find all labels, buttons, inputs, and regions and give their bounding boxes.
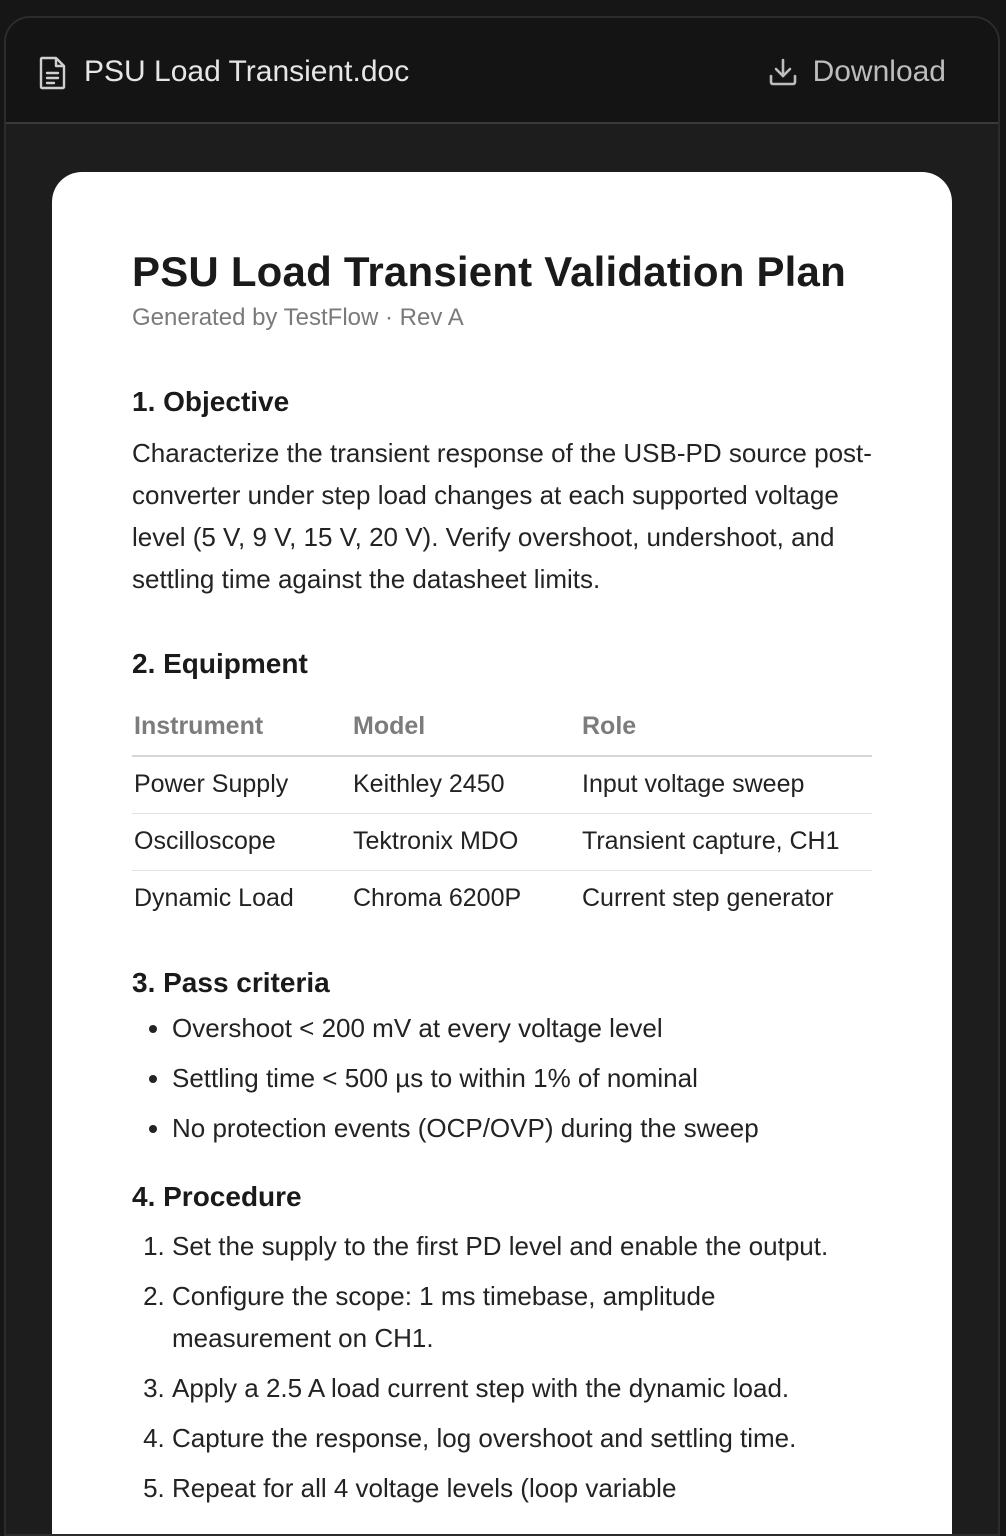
list-item: • Overshoot < 200 mV at every voltage level xyxy=(172,1011,872,1045)
procedure-step: 2. Configure the scope: 1 ms timebase, amplitude measurement on CH1. xyxy=(172,1275,872,1359)
document-viewer-window xyxy=(4,16,1000,1536)
table-header-row xyxy=(132,700,872,756)
table-row xyxy=(132,756,872,814)
table-cell: Keithley 2450 xyxy=(351,756,580,814)
procedure-step: 1. Set the supply to the first PD level and enable the output. xyxy=(172,1225,872,1267)
download-icon xyxy=(767,56,799,88)
table-cell: Dynamic Load xyxy=(134,884,294,912)
table-cell: Transient capture, CH1 xyxy=(580,814,872,871)
column-header-model: Model xyxy=(351,700,580,756)
table-row xyxy=(132,814,872,871)
download-button[interactable] xyxy=(767,52,946,92)
procedure-step: 4. Capture the response, log overshoot and settling time. xyxy=(172,1417,872,1459)
table-cell: Current step generator xyxy=(582,884,834,912)
file-name: PSU Load Transient.doc xyxy=(84,55,410,88)
procedure-heading: 4. Procedure xyxy=(132,1181,302,1212)
procedure-step: 3. Apply a 2.5 A load current step with the dynamic load. xyxy=(172,1367,872,1409)
column-header-role: Role xyxy=(580,700,872,756)
procedure-step: 5. Repeat for all 4 voltage levels (loop variable xyxy=(172,1467,872,1509)
document-page xyxy=(52,172,952,1536)
document-title: PSU Load Transient Validation Plan xyxy=(132,248,846,295)
pass-criteria-list xyxy=(132,1011,872,1145)
procedure-list xyxy=(132,1225,872,1509)
table-cell: Oscilloscope xyxy=(132,814,351,871)
viewer-toolbar xyxy=(6,18,998,124)
list-item: • No protection events (OCP/OVP) during the sweep xyxy=(172,1111,872,1145)
document-subtitle: Generated by TestFlow · Rev A xyxy=(132,304,464,331)
table-cell: Chroma 6200P xyxy=(353,884,522,912)
equipment-heading: 2. Equipment xyxy=(132,648,308,679)
pass-criteria-heading: 3. Pass criteria xyxy=(132,967,330,998)
list-item: • Settling time < 500 µs to within 1% of nominal xyxy=(172,1061,872,1095)
document-icon xyxy=(38,56,68,90)
objective-text: Characterize the transient response of the USB-PD source post-converter under step load changes at each supported voltage level (5 V, 9 V, 15 V, 20 V). Verify overshoot, undershoot, and settling time against the datasheet limits. xyxy=(132,438,872,594)
table-cell: Power Supply xyxy=(132,756,351,814)
table-cell: Tektronix MDO xyxy=(351,814,580,871)
equipment-table xyxy=(132,700,872,927)
download-label: Download xyxy=(812,55,946,88)
table-row xyxy=(132,871,872,928)
table-cell: Input voltage sweep xyxy=(580,756,872,814)
objective-heading: 1. Objective xyxy=(132,386,290,417)
column-header-instrument: Instrument xyxy=(132,700,351,756)
